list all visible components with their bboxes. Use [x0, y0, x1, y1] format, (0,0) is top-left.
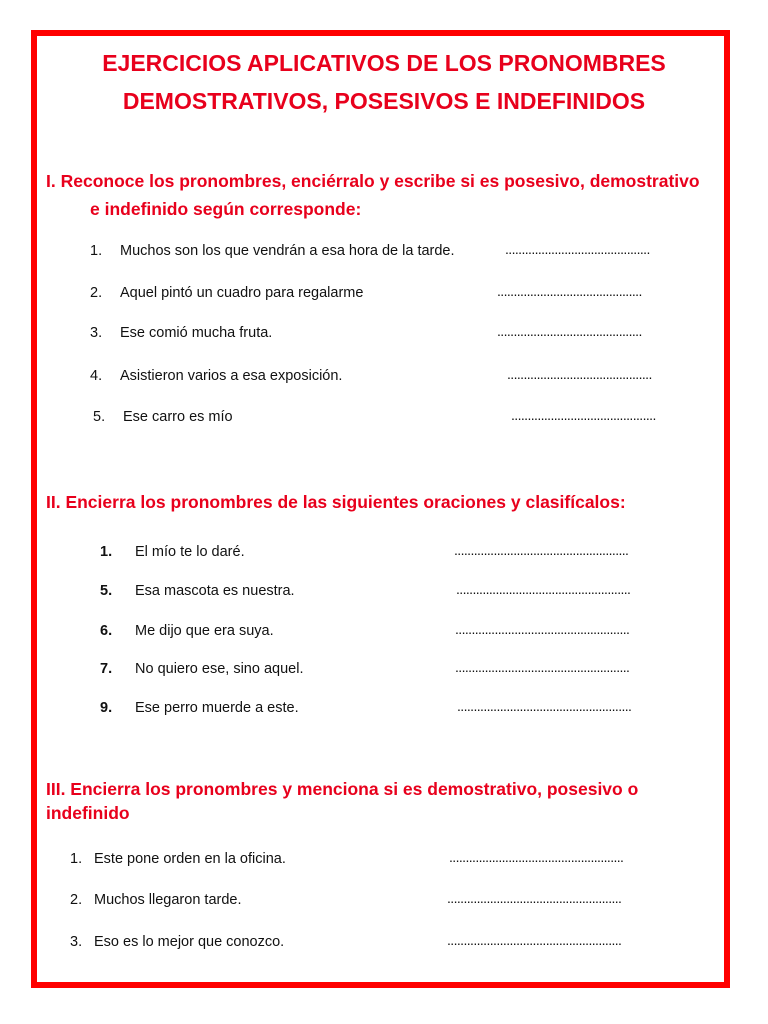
item-number: 9.	[100, 700, 113, 716]
answer-blank[interactable]: .....................................................	[449, 849, 624, 865]
item-number: 1.	[100, 544, 113, 560]
answer-blank[interactable]: .....................................................	[455, 621, 630, 637]
item-number: 4.	[90, 368, 103, 384]
item-number: 3.	[90, 325, 103, 341]
item-sentence: Ese comió mucha fruta.	[120, 325, 273, 341]
item-sentence: Aquel pintó un cuadro para regalarme	[120, 285, 364, 301]
answer-blank[interactable]: .....................................................	[455, 659, 630, 675]
answer-blank[interactable]: ............................................	[511, 407, 656, 423]
answer-blank[interactable]: ............................................	[507, 366, 652, 382]
item-number: 2.	[70, 892, 83, 908]
answer-blank[interactable]: ............................................	[505, 241, 650, 257]
item-sentence: Me dijo que era suya.	[135, 623, 274, 639]
answer-blank[interactable]: .....................................................	[454, 542, 629, 558]
answer-blank[interactable]: .....................................................	[447, 932, 622, 948]
answer-blank[interactable]: .....................................................	[457, 698, 632, 714]
answer-blank[interactable]: .....................................................	[456, 581, 631, 597]
page-title-line-2: DEMOSTRATIVOS, POSESIVOS E INDEFINIDOS	[122, 88, 646, 114]
answer-blank[interactable]: ............................................	[497, 323, 642, 339]
item-sentence: Ese carro es mío	[123, 409, 233, 425]
section-3-heading-line-2: indefinido	[46, 803, 130, 823]
page-title-line-1: EJERCICIOS APLICATIVOS DE LOS PRONOMBRES	[102, 50, 666, 76]
item-number: 1.	[70, 851, 83, 867]
item-sentence: El mío te lo daré.	[135, 544, 245, 560]
item-sentence: Muchos llegaron tarde.	[94, 892, 242, 908]
item-sentence: Asistieron varios a esa exposición.	[120, 368, 343, 384]
answer-blank[interactable]: ............................................	[497, 283, 642, 299]
item-sentence: Eso es lo mejor que conozco.	[94, 934, 285, 950]
item-number: 6.	[100, 623, 113, 639]
section-1-heading-line-1: I. Reconoce los pronombres, enciérralo y escribe si es posesivo, demostrativo	[46, 171, 700, 191]
item-sentence: Este pone orden en la oficina.	[94, 851, 286, 867]
answer-blank[interactable]: .....................................................	[447, 890, 622, 906]
section-2-heading: II. Encierra los pronombres de las siguientes oraciones y clasifícalos:	[46, 492, 626, 512]
item-sentence: No quiero ese, sino aquel.	[135, 661, 304, 677]
item-number: 1.	[90, 243, 103, 259]
item-number: 3.	[70, 934, 83, 950]
item-number: 7.	[100, 661, 113, 677]
item-sentence: Esa mascota es nuestra.	[135, 583, 295, 599]
item-sentence: Muchos son los que vendrán a esa hora de la tarde.	[120, 243, 455, 259]
item-sentence: Ese perro muerde a este.	[135, 700, 299, 716]
item-number: 5.	[100, 583, 113, 599]
item-number: 2.	[90, 285, 103, 301]
section-1-heading-line-2: e indefinido según corresponde:	[90, 199, 362, 219]
item-number: 5.	[93, 409, 106, 425]
section-3-heading-line-1: III. Encierra los pronombres y menciona si es demostrativo, posesivo o	[46, 779, 639, 799]
